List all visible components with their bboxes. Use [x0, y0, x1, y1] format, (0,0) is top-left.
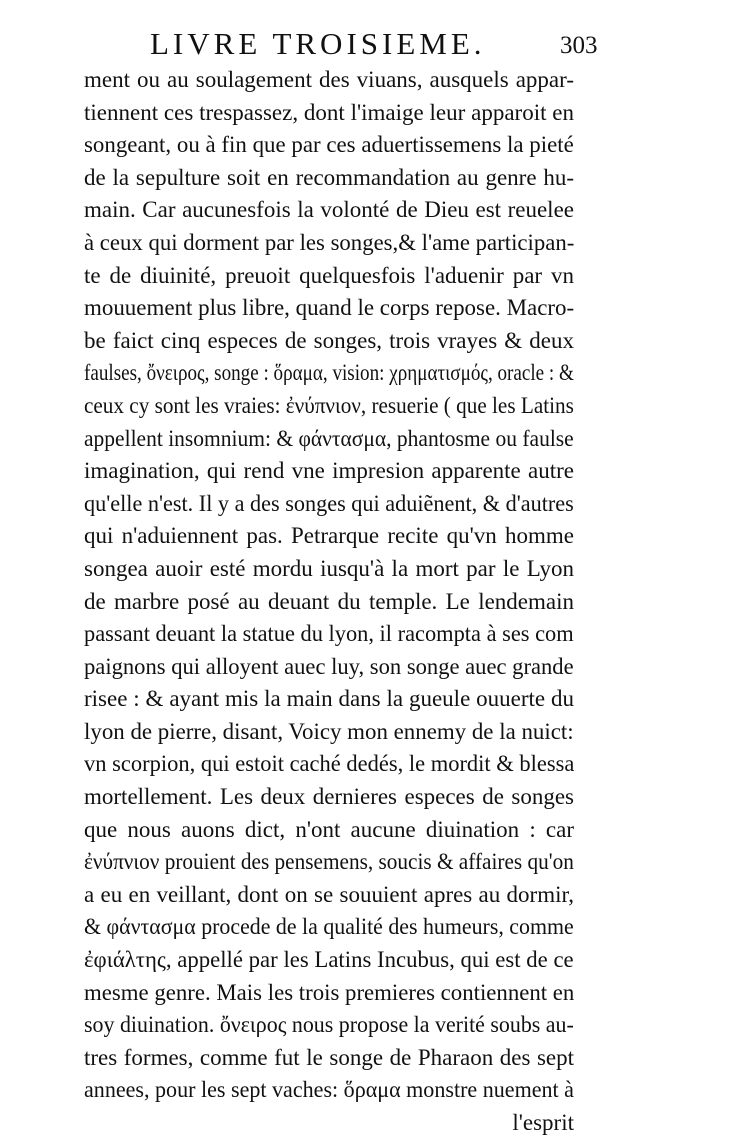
page-number: 303 — [560, 32, 598, 59]
text-line: songeant, ou à fin que par ces aduertissemens la pieté — [84, 132, 574, 158]
text-line: mesme genre. Mais les trois premieres contiennent en — [84, 979, 575, 1005]
text-line: passant deuant la statue du lyon, il racompta à ses com — [84, 621, 574, 647]
text-line: mortellement. Les deux dernieres especes de songes — [84, 784, 574, 810]
text-line: be faict cinq especes de songes, trois vrayes & deux — [84, 327, 574, 353]
text-line: faulses, ὄνειρος, songe : ὅραμα, vision: χρηματισμός, oracle : & — [84, 360, 574, 386]
text-line: annees, pour les sept vaches: ὅραμα monstre nuement à — [84, 1077, 574, 1103]
text-line: songea auoir esté mordu iusqu'à la mort par le Lyon — [84, 555, 574, 581]
text-line: a eu en veillant, dont on se souuient apres au dormir, — [84, 881, 574, 907]
text-line: imagination, qui rend vne impresion apparente autre — [84, 458, 574, 484]
text-line: ἐφιάλτης, appellé par les Latins Incubus, qui est de ce — [84, 947, 574, 973]
text-line: ceux cy sont les vraies: ἐνύπνιον, resuerie ( que les Latins — [84, 392, 574, 418]
running-head — [0, 24, 743, 64]
text-line: risee : & ayant mis la main dans la gueule ouuerte du — [84, 686, 574, 712]
text-line: te de diuinité, preuoit quelquesfois l'aduenir par vn — [84, 262, 574, 288]
text-line: de marbre posé au deuant du temple. Le lendemain — [84, 588, 574, 614]
text-line: main. Car aucunesfois la volonté de Dieu est reuelee — [84, 197, 574, 223]
text-line: soy diuination. ὄνειρος nous propose la verité soubs au- — [84, 1012, 574, 1038]
text-line: que nous auons dict, n'ont aucune diuination : car — [84, 816, 574, 842]
text-line: qui n'aduiennent pas. Petrarque recite qu'vn homme — [84, 523, 574, 549]
text-line: de la sepulture soit en recommandation au genre hu- — [84, 164, 574, 190]
text-line: ἐνύπνιον prouient des pensemens, soucis & affaires qu'on — [84, 849, 574, 875]
text-line: vn scorpion, qui estoit caché dedés, le mordit & blessa — [84, 751, 575, 777]
text-line: & φάντασμα procede de la qualité des humeurs, comme — [84, 914, 574, 940]
text-line: ment ou au soulagement des viuans, ausquels appar- — [84, 67, 574, 92]
text-line: lyon de pierre, disant, Voicy mon ennemy de la nuict: — [84, 718, 574, 744]
text-line: mouuement plus libre, quand le corps repose. Macro- — [84, 295, 575, 321]
running-title: LIVRE TROISIEME. — [150, 26, 486, 61]
catchword: l'esprit — [512, 1110, 574, 1135]
text-line: paignons qui alloyent auec luy, son songe auec grande — [84, 653, 574, 679]
text-line: tres formes, comme fut le songe de Pharaon des sept — [84, 1044, 574, 1070]
text-line: appellent insomnium: & φάντασμα, phantosme ou faulse — [84, 425, 574, 451]
text-line: à ceux qui dorment par les songes,& l'ame participan- — [84, 229, 575, 255]
text-line: tiennent ces trespassez, dont l'imaige leur apparoit en — [84, 99, 574, 125]
body-text — [84, 64, 574, 1140]
text-line: qu'elle n'est. Il y a des songes qui aduiẽnent, & d'autres — [84, 490, 574, 516]
